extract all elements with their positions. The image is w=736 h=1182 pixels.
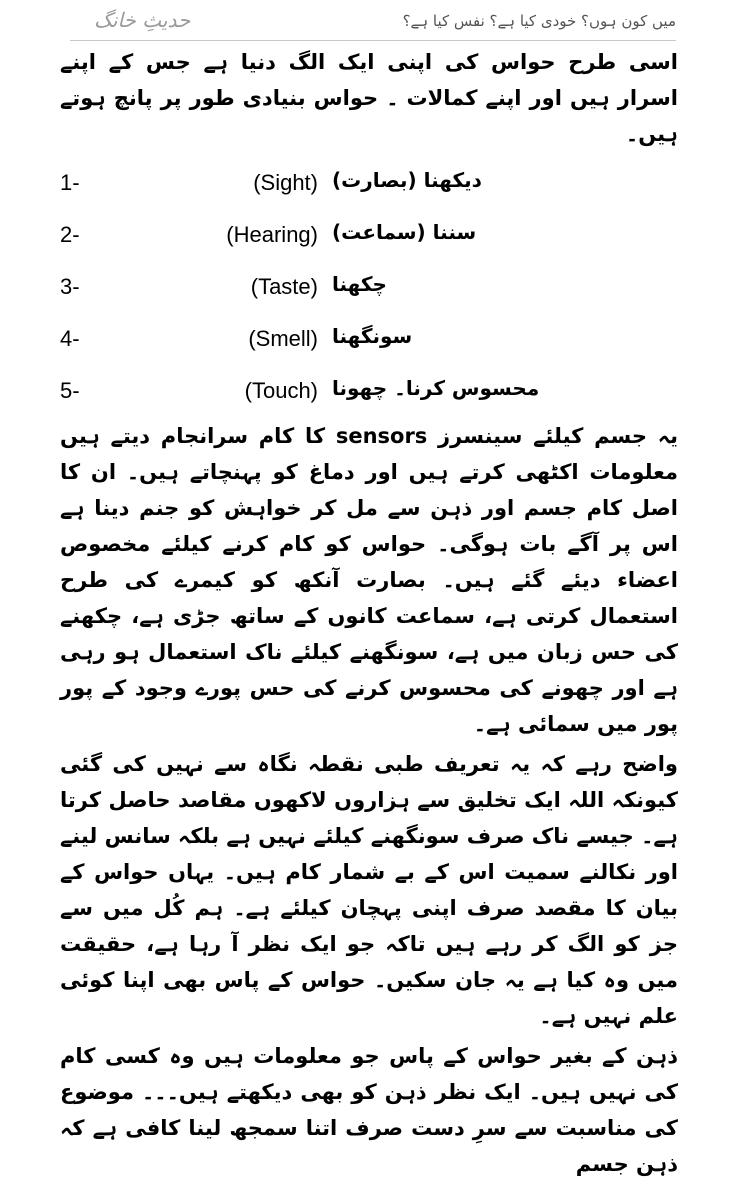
paragraph-mind: ذہن کے بغیر حواس کے پاس جو معلومات ہیں وہ کسی کام کی نہیں ہیں۔ ایک نظر ذہن کو بھی دیکھتے ہیں۔۔۔ موضوع کی مناسبت سے سرِ دست صرف اتنا سمجھ لینا کافی ہے کہ ذہن جسم	[60, 1044, 678, 1176]
list-item-english: (Smell)	[248, 326, 318, 351]
publisher-logo: حدیثِ خانگ	[94, 8, 191, 32]
senses-list	[60, 158, 678, 418]
list-item-number: 2-	[60, 222, 80, 247]
list-item-number: 1-	[60, 170, 80, 195]
list-item	[60, 158, 678, 210]
paragraph-sensors: یہ جسم کیلئے سینسرز sensors کا کام سرانجام دیتے ہیں معلومات اکٹھی کرتے ہیں اور دماغ کو پہنچاتے ہیں۔ ان کا اصل کام جسم اور ذہن سے مل کر خواہش کو جنم دینا ہے اس پر آگے بات ہوگی۔ حواس کو کام کرنے کیلئے مخصوص اعضاء دیئے گئے ہیں۔ بصارت آنکھ کو کیمرے کی طرح استعمال کرتی ہے، سماعت کانوں کے ساتھ جڑی ہے، چکھنے کی حس زبان میں ہے، سونگھنے کیلئے ناک استعمال ہو رہی ہے اور چھونے کی محسوس کرنے کی حس پورے وجود کے پور پور میں سمائی ہے۔	[60, 424, 678, 736]
list-item	[60, 366, 678, 418]
list-item-english: (Hearing)	[226, 222, 318, 247]
list-item-urdu: سننا (سماعت)	[332, 220, 477, 244]
page-header	[70, 6, 676, 41]
list-item-english: (Sight)	[253, 170, 318, 195]
list-item	[60, 210, 678, 262]
list-item-number: 3-	[60, 274, 80, 299]
list-item-urdu: دیکھنا (بصارت)	[332, 168, 482, 192]
list-item-number: 5-	[60, 378, 80, 403]
list-item-urdu: سونگھنا	[332, 324, 413, 348]
list-item-urdu: محسوس کرنا۔ چھونا	[332, 376, 540, 400]
paragraph-senses-intro: اسی طرح حواس کی اپنی ایک الگ دنیا ہے جس کے اپنے اسرار ہیں اور اپنے کمالات ۔ حواس بنیادی طور پر پانچ ہوتے ہیں۔	[60, 50, 678, 146]
list-item	[60, 262, 678, 314]
list-item-english: (Touch)	[244, 378, 318, 403]
list-item-urdu: چکھنا	[332, 272, 387, 296]
list-item-number: 4-	[60, 326, 80, 351]
page-content	[60, 44, 678, 1182]
list-item-english: (Taste)	[250, 274, 318, 299]
paragraph-clarification: واضح رہے کہ یہ تعریف طبی نقطہ نگاہ سے نہیں کی گئی کیونکہ اللہ ایک تخلیق سے ہزاروں لاکھوں مقاصد حاصل کرتا ہے۔ جیسے ناک صرف سونگھنے کیلئے نہیں ہے بلکہ سانس لینے اور نکالنے سمیت اس کے بے شمار کام ہیں۔ یہاں حواس کے بیان کا مقصد صرف اپنی پہچان کیلئے ہے۔ ہم کُل میں سے جز کو الگ کر رہے ہیں تاکہ جو ایک نظر آ رہا ہے، حقیقت میں وہ کیا ہے یہ جان سکیں۔ حواس کے پاس بھی اپنا کوئی علم نہیں ہے۔	[59, 752, 678, 1028]
list-item	[60, 314, 678, 366]
running-head: میں کون ہوں؟ خودی کیا ہے؟ نفس کیا ہے؟	[402, 12, 676, 30]
